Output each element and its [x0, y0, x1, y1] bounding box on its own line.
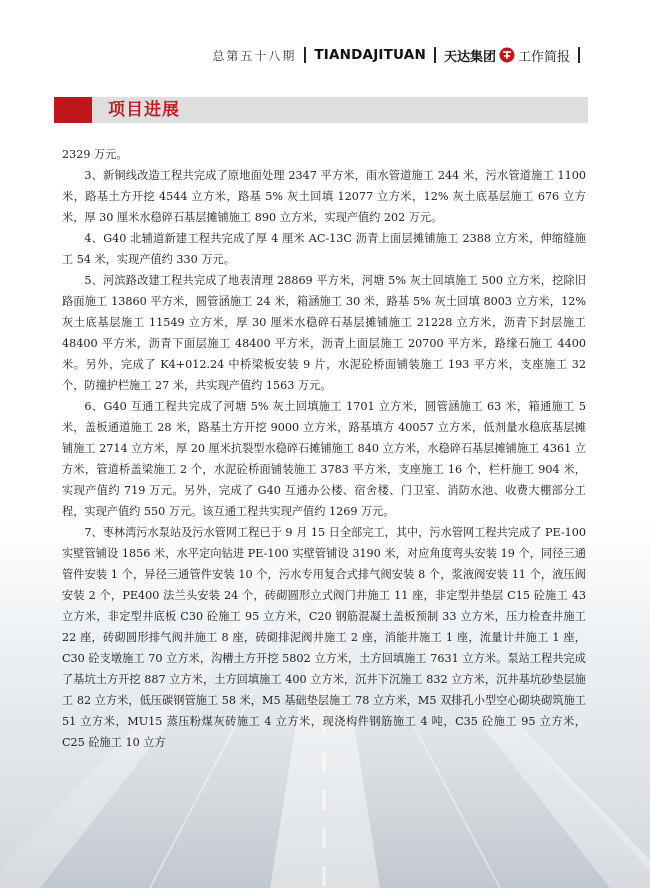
brand-name: TIANDAJITUAN: [314, 47, 426, 63]
header-divider: [304, 47, 306, 63]
paragraph: 7、枣林湾污水泵站及污水管网工程已于 9 月 15 日全部完工，其中，污水管网工程共完成了 PE-100 实壁管铺设 1856 米，水平定向钻进 PE-100 实壁管铺设 3190 米，对应角度弯头安装 19 个，同径三通管件安装 1 个，异径三通管件安装 10 个，污水专用复合式排气阀安装 8 个，浆液阀安装 11 个，液压阀安装 2 个，PE400 法兰头安装 24 个，砖砌圆形立式阀门井施工 11 座，非定型井垫层 C15 砼施工 43 立方米，非定型井底板 C30 砼施工 95 立方米，C20 钢筋混凝土盖板预制 33 立方米，压力检查井施工 22 座，砖砌圆形排气阀井施工 8 座，砖砌排泥阀井施工 2 座，消能井施工 1 座，流量计井施工 1 座，C30 砼支墩施工 70 立方米，沟槽土方开挖 5802 立方米，土方回填施工 7631 立方米。泵站工程共完成了基坑土方开挖 887 立方米，土方回填施工 400 立方米，沉井下沉施工 832 立方米，沉井基坑砂垫层施工 82 立方米，低压碳钢管施工 58 米，M5 基础垫层施工 78 立方米，M5 双排孔小型空心砌块砌筑施工 51 立方米，MU15 蒸压粉煤灰砖施工 4 立方米，现浇构件钢筋施工 4 吨，C35 砼施工 95 立方米，C25 砼施工 10 立方: [62, 526, 586, 749]
paragraph: 3、新铜线改造工程共完成了原地面处理 2347 平方米，雨水管道施工 244 米，污水管道施工 1100 米，路基土方开挖 4544 立方米，路基 5% 灰土回填 12077 立方米，12% 灰土底基层施工 676 立方米，厚 30 厘米水稳碎石基层摊铺施工 890 立方米，实现产值约 202 万元。: [62, 169, 586, 224]
paragraph: 2329 万元。: [62, 148, 128, 161]
tianda-logo-icon: [499, 47, 515, 63]
bulletin-name: 工作简报: [517, 49, 570, 65]
header-divider: [434, 47, 436, 63]
paragraph: 5、河滨路改建工程共完成了地表清理 28869 平方米，河塘 5% 灰土回填施工 500 立方米，挖除旧路面施工 13860 平方米，圆管涵施工 24 米，箱涵施工 30 米，路基 5% 灰土回填 8003 立方米，12% 灰土底基层施工 11549 立方米，厚 30 厘米水稳碎石基层摊铺施工 21228 立方米，沥青下封层施工 48400 平方米，沥青下面层施工 48400 平方米，沥青上面层施工 20700 平方米，路缘石施工 4400 米。另外，完成了 K4+012.24 中桥梁板安装 9 片，水泥砼桥面铺装施工 193 平方米，支座施工 32 个，防撞护栏施工 27 米，共实现产值约 1563 万元。: [62, 274, 586, 392]
paragraph: 6、G40 互通工程共完成了河塘 5% 灰土回填施工 1701 立方米，圆管涵施工 63 米，箱通施工 5 米，盖板通道施工 28 米，路基土方开挖 9000 立方米，路基填方 40057 立方米，低剂量水稳底基层摊铺施工 2714 立方米，厚 20 厘米抗裂型水稳碎石摊铺施工 840 立方米，水稳碎石基层摊铺施工 4361 立方米，管道桥盖梁施工 2 个，水泥砼桥面铺装施工 3783 平方米，支座施工 16 个，栏杆施工 904 米，实现产值约 719 万元。另外，完成了 G40 互通办公楼、宿舍楼、门卫室、消防水池、收费大棚部分工程，实现产值约 550 万元。该互通工程共实现产值约 1269 万元。: [62, 400, 586, 518]
issue-number: 总第五十八期: [212, 48, 297, 63]
section-title: 项目进展: [108, 100, 180, 120]
paragraph: 4、G40 北辅道新建工程共完成了厚 4 厘米 AC-13C 沥青上面层摊铺施工 2388 立方米，伸缩缝施工 54 米，实现产值约 330 万元。: [62, 232, 586, 266]
header-divider: [578, 47, 580, 63]
group-name: 天达集团: [443, 49, 496, 65]
section-accent-block: [54, 97, 92, 123]
page-header: [212, 44, 588, 66]
article-body: [62, 144, 586, 753]
